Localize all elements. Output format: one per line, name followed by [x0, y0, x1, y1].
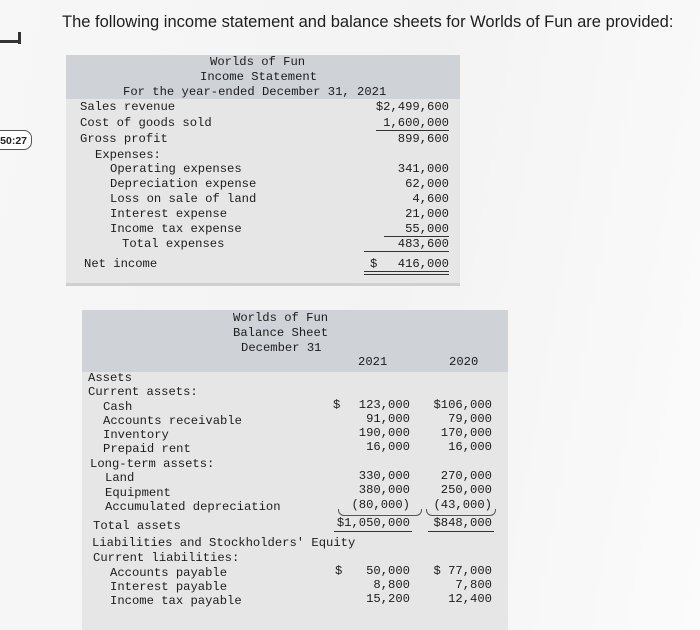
- cash-2021: 123,000: [358, 398, 410, 412]
- col-2020-header: 2020: [449, 355, 479, 369]
- total-assets-2021-underline: [334, 531, 412, 532]
- accum-dep-2021: (80,000): [351, 498, 410, 512]
- balance-company: Worlds of Fun: [233, 311, 329, 325]
- cash-sign: $: [333, 398, 341, 412]
- liabilities-equity-label: Liabilities and Stockholders' Equity: [92, 536, 356, 550]
- interest-payable-2020: 7,800: [455, 578, 492, 592]
- net-income-label: Net income: [84, 257, 158, 271]
- land-label: Land: [105, 471, 135, 485]
- current-liabilities-label: Current liabilities:: [93, 551, 240, 565]
- sales-label: Sales revenue: [80, 100, 176, 114]
- longterm-assets-label: Long-term assets:: [90, 457, 215, 471]
- col-2021-header: 2021: [358, 355, 388, 369]
- tax-value: 55,000: [405, 222, 449, 236]
- expenses-label: Expenses:: [95, 148, 161, 162]
- total-assets-2021: $1,050,000: [336, 516, 410, 530]
- interest-payable-label: Interest payable: [110, 580, 228, 594]
- total-expenses-underline: [364, 251, 449, 252]
- cash-label: Cash: [103, 400, 133, 414]
- accum-dep-label: Accumulated depreciation: [105, 500, 281, 514]
- opex-value: 341,000: [397, 162, 449, 176]
- equipment-label: Equipment: [105, 486, 171, 500]
- balance-date: December 31: [241, 341, 322, 355]
- interest-label: Interest expense: [110, 207, 228, 221]
- net-income-underline-2: [364, 274, 449, 275]
- equipment-2021: 380,000: [358, 483, 410, 497]
- dep-value: 62,000: [405, 177, 449, 191]
- inventory-label: Inventory: [103, 428, 169, 442]
- sales-value: $2,499,600: [375, 100, 449, 114]
- accum-dep-2020: (43,000): [433, 498, 492, 512]
- opex-label: Operating expenses: [110, 162, 242, 176]
- total-assets-2020-underline: [428, 531, 494, 532]
- net-income-underline-1: [364, 271, 449, 272]
- total-assets-label: Total assets: [93, 519, 181, 533]
- accum-dep-2020-underline: [426, 509, 496, 516]
- income-period: For the year-ended December 31, 2021: [123, 85, 387, 99]
- income-tax-payable-2021: 15,200: [366, 592, 410, 606]
- loss-value: 4,600: [412, 192, 449, 206]
- tax-label: Income tax expense: [110, 222, 242, 236]
- interest-value: 21,000: [405, 207, 449, 221]
- ap-sign: $: [335, 564, 343, 578]
- prepaid-2020: 16,000: [448, 440, 492, 454]
- land-2021: 330,000: [358, 469, 410, 483]
- page-edge-mark: [0, 40, 20, 43]
- total-expenses-value: 483,600: [397, 237, 449, 251]
- ar-2020: 79,000: [448, 412, 492, 426]
- inventory-2021: 190,000: [358, 426, 410, 440]
- balance-title: Balance Sheet: [233, 326, 329, 340]
- land-2020: 270,000: [440, 469, 492, 483]
- income-tax-payable-label: Income tax payable: [110, 594, 242, 608]
- timer-badge: 50:27: [0, 130, 32, 150]
- loss-label: Loss on sale of land: [110, 192, 257, 206]
- current-assets-label: Current assets:: [88, 385, 198, 399]
- equipment-2020: 250,000: [440, 483, 492, 497]
- ap-2021: 50,000: [366, 564, 410, 578]
- cogs-label: Cost of goods sold: [80, 116, 212, 130]
- income-company: Worlds of Fun: [210, 55, 306, 69]
- income-tax-payable-2020: 12,400: [448, 592, 492, 606]
- gross-label: Gross profit: [80, 132, 168, 146]
- page-edge-mark-stub: [18, 32, 21, 44]
- ar-label: Accounts receivable: [103, 414, 242, 428]
- inventory-2020: 170,000: [440, 426, 492, 440]
- total-assets-2020: $848,000: [433, 516, 492, 530]
- cogs-underline: [376, 130, 449, 131]
- income-title: Income Statement: [200, 70, 318, 84]
- assets-label: Assets: [88, 371, 132, 385]
- net-income-sign: $: [370, 257, 378, 271]
- ap-2020: $ 77,000: [433, 564, 492, 578]
- accum-dep-2021-underline: [338, 509, 422, 516]
- cogs-value: 1,600,000: [383, 116, 449, 130]
- income-divider: [66, 283, 460, 286]
- ap-label: Accounts payable: [110, 566, 228, 580]
- total-expenses-label: Total expenses: [122, 237, 225, 251]
- ar-2021: 91,000: [366, 412, 410, 426]
- gross-value: 899,600: [397, 132, 449, 146]
- interest-payable-2021: 8,800: [373, 578, 410, 592]
- prepaid-label: Prepaid rent: [103, 442, 191, 456]
- cash-2020: $106,000: [433, 398, 492, 412]
- dep-label: Depreciation expense: [110, 177, 257, 191]
- net-income-value: 416,000: [397, 257, 449, 271]
- prepaid-2021: 16,000: [366, 440, 410, 454]
- question-heading: The following income statement and balance sheets for Worlds of Fun are provided:: [62, 13, 674, 31]
